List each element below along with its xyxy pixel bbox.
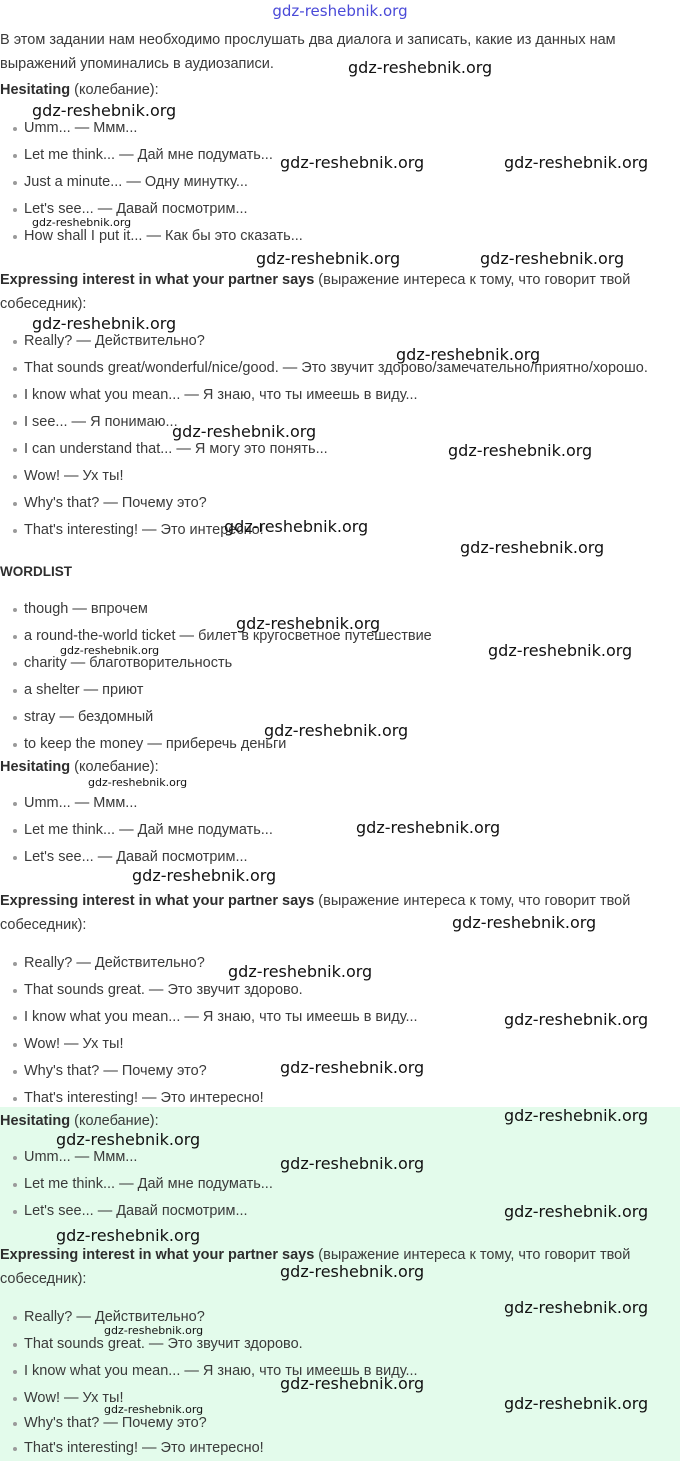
list-item: Wow! — Ух ты! [0,466,680,486]
wordlist-heading: WORDLIST [0,564,72,579]
list-item: Really? — Действительно? [0,953,680,973]
list-item: I see... — Я понимаю... [0,412,680,432]
watermark: gdz-reshebnik.org [256,249,401,268]
watermark: gdz-reshebnik.org [104,1324,204,1337]
interest-heading: Expressing interest in what your partner says (выражение интереса к тому, что говорит твой собеседник): [0,893,631,933]
hesitating-heading: Hesitating (колебание): [0,759,159,775]
list-item: Umm... — Ммм... [0,118,680,138]
list-item: Wow! — Ух ты! [0,1034,680,1054]
watermark: gdz-reshebnik.org [32,101,177,120]
list-item: I know what you mean... — Я знаю, что ты имеешь в виду... [0,1361,680,1381]
watermark: gdz-reshebnik.org [60,644,160,657]
intro-text: В этом задании нам необходимо прослушать два диалога и записать, какие из данных нам выражений упоминались в аудиозаписи. [0,32,616,72]
list-item: Let me think... — Дай мне подумать... [0,1174,680,1194]
interest-list-1 [0,331,680,540]
list-item: though — впрочем [0,599,680,619]
list-item: Umm... — Ммм... [0,1147,680,1167]
watermark: gdz-reshebnik.org [460,538,605,557]
interest-heading: Expressing interest in what your partner says (выражение интереса к тому, что говорит твой собеседник): [0,272,631,312]
list-item: How shall I put it... — Как бы это сказать... [0,226,680,246]
list-item: That sounds great. — Это звучит здорово. [0,1334,680,1354]
list-item: Umm... — Ммм... [0,793,680,813]
list-item: Let's see... — Давай посмотрим... [0,1201,680,1221]
site-link[interactable]: gdz-reshebnik.org [272,2,408,20]
list-item: I can understand that... — Я могу это понять... [0,439,680,459]
list-item: stray — бездомный [0,707,680,727]
watermark: gdz-reshebnik.org [132,866,277,885]
list-item: Let's see... — Давай посмотрим... [0,199,680,219]
list-item: Let me think... — Дай мне подумать... [0,145,680,165]
watermark: gdz-reshebnik.org [88,776,188,789]
watermark: gdz-reshebnik.org [448,441,593,460]
watermark: gdz-reshebnik.org [32,216,132,229]
watermark: gdz-reshebnik.org [356,818,501,837]
watermark: gdz-reshebnik.org [236,614,381,633]
watermark: gdz-reshebnik.org [504,1010,649,1029]
watermark: gdz-reshebnik.org [348,58,493,77]
interest-heading: Expressing interest in what your partner says (выражение интереса к тому, что говорит твой собеседник): [0,1247,631,1287]
hesitating-heading: Hesitating (колебание): [0,1113,159,1129]
watermark: gdz-reshebnik.org [504,153,649,172]
list-item: Let me think... — Дай мне подумать... [0,820,680,840]
list-item: charity — благотворительность [0,653,680,673]
watermark: gdz-reshebnik.org [56,1226,201,1245]
list-item: a round-the-world ticket — билет в кругосветное путешествие [0,626,680,646]
watermark: gdz-reshebnik.org [172,422,317,441]
watermark: gdz-reshebnik.org [452,913,597,932]
list-item: That's interesting! — Это интересно! [0,520,680,540]
watermark: gdz-reshebnik.org [32,314,177,333]
list-item: Really? — Действительно? [0,331,680,351]
watermark: gdz-reshebnik.org [280,1058,425,1077]
watermark: gdz-reshebnik.org [480,249,625,268]
hesitating-heading: Hesitating (колебание): [0,82,159,98]
list-item: Why's that? — Почему это? [0,493,680,513]
watermark: gdz-reshebnik.org [396,345,541,364]
watermark: gdz-reshebnik.org [228,962,373,981]
list-item: a shelter — приют [0,680,680,700]
watermark: gdz-reshebnik.org [504,1394,649,1413]
watermark: gdz-reshebnik.org [56,1130,201,1149]
watermark: gdz-reshebnik.org [224,517,369,536]
list-item: Really? — Действительно? [0,1307,680,1327]
list-item: Why's that? — Почему это? [0,1061,680,1081]
watermark: gdz-reshebnik.org [280,1154,425,1173]
watermark: gdz-reshebnik.org [264,721,409,740]
list-item: I know what you mean... — Я знаю, что ты имеешь в виду... [0,385,680,405]
watermark: gdz-reshebnik.org [104,1403,204,1416]
list-item: That sounds great. — Это звучит здорово. [0,980,680,1000]
list-item: That sounds great/wonderful/nice/good. — Это звучит здорово/замечательно/приятно/хорошо. [0,358,680,378]
watermark: gdz-reshebnik.org [280,1262,425,1281]
list-item: to keep the money — приберечь деньги [0,734,680,754]
list-item: Why's that? — Почему это? [0,1413,680,1433]
watermark: gdz-reshebnik.org [504,1298,649,1317]
watermark: gdz-reshebnik.org [488,641,633,660]
list-item: Wow! — Ух ты! [0,1388,680,1408]
list-item: That's interesting! — Это интересно! [0,1438,680,1458]
watermark: gdz-reshebnik.org [504,1202,649,1221]
watermark: gdz-reshebnik.org [280,153,425,172]
list-item: Just a minute... — Одну минутку... [0,172,680,192]
watermark: gdz-reshebnik.org [280,1374,425,1393]
hesitating-list-2 [0,793,680,867]
list-item: Let's see... — Давай посмотрим... [0,847,680,867]
watermark: gdz-reshebnik.org [504,1106,649,1125]
list-item: I know what you mean... — Я знаю, что ты имеешь в виду... [0,1007,680,1027]
list-item: That's interesting! — Это интересно! [0,1088,680,1108]
